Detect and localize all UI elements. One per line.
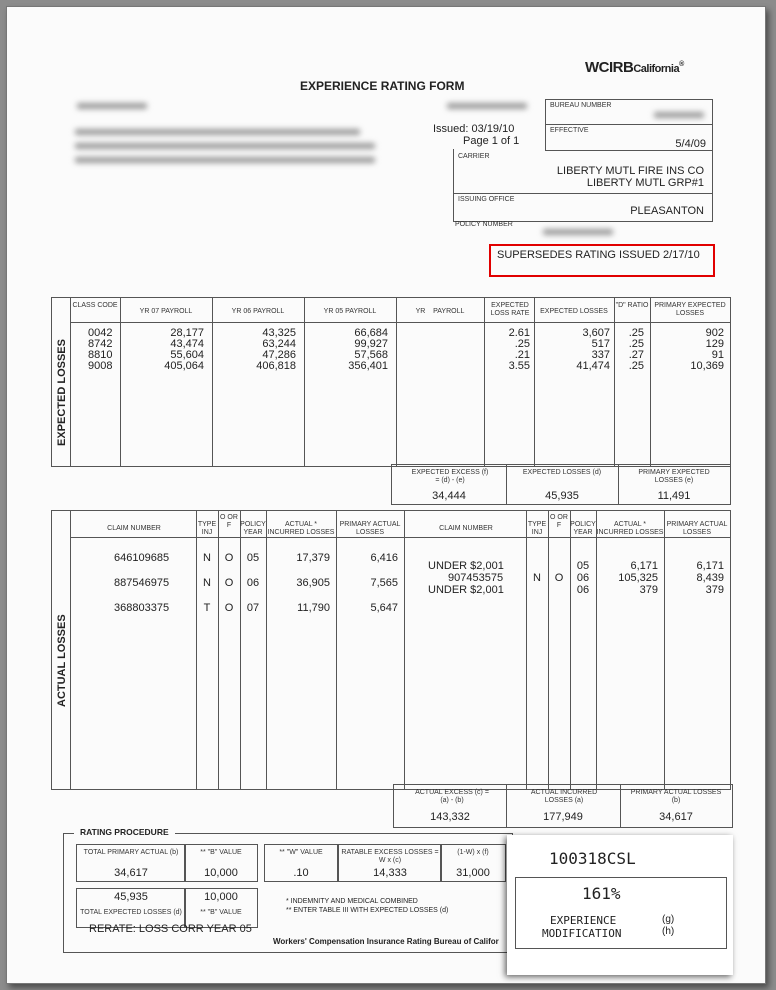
bureau-effective-box — [545, 99, 713, 151]
actual-excess-label: ACTUAL EXCESS (c) = (a) - (b) — [415, 789, 489, 804]
rerate-note: RERATE: LOSS CORR YEAR 05 — [89, 923, 252, 935]
issuing-office: PLEASANTON — [630, 205, 704, 217]
issuing-office-label: ISSUING OFFICE — [458, 196, 515, 203]
expected-totals — [391, 464, 731, 505]
supersedes-notice: SUPERSEDES RATING ISSUED 2/17/10 — [497, 249, 700, 261]
expected-losses-section-label: EXPECTED LOSSES — [56, 339, 68, 446]
yr07-payroll-header: YR 07 PAYROLL — [139, 308, 193, 315]
b-value-cell-2: 10,000 ** "B" VALUE — [184, 888, 258, 928]
total-expected-losses-cell: 45,935 TOTAL EXPECTED LOSSES (d) — [76, 888, 186, 928]
expected-losses-total-label: EXPECTED LOSSES (d) — [522, 469, 602, 476]
d-ratio-header: "D" RATIO — [615, 302, 649, 309]
one-minus-w-cell: (1-W) x (f) 31,000 — [440, 844, 506, 882]
expected-excess-value: 34,444 — [432, 490, 466, 502]
redacted-id — [447, 103, 527, 109]
b-value-cell: ** "B" VALUE 10,000 — [184, 844, 258, 882]
claim-number-header: CLAIM NUMBER — [107, 525, 161, 532]
redacted-policy-number — [543, 229, 613, 235]
note-table-iii: ** ENTER TABLE III WITH EXPECTED LOSSES (d) — [286, 907, 449, 914]
rating-procedure-section — [63, 827, 513, 953]
redacted-address-line — [75, 129, 360, 135]
primary-actual-header: PRIMARY ACTUAL LOSSES — [339, 521, 401, 536]
expected-losses-header: EXPECTED LOSSES — [540, 308, 608, 315]
class-code-header: CLASS CODE — [72, 302, 118, 309]
experience-rating-form — [6, 6, 766, 984]
effective-date: 5/4/09 — [675, 138, 706, 150]
mod-box — [515, 877, 727, 949]
or-f-header-right: O OR F — [550, 514, 568, 529]
actual-incurred-value: 177,949 — [543, 811, 583, 823]
stamp-code: 100318CSL — [549, 849, 636, 868]
redacted-bureau-number — [654, 112, 704, 118]
modification-stamp — [507, 835, 733, 975]
expected-losses-total: 45,935 — [545, 490, 579, 502]
form-title: EXPERIENCE RATING FORM — [300, 79, 465, 93]
yr06-payroll-header: YR 06 PAYROLL — [231, 308, 285, 315]
actual-losses-table: ACTUAL LOSSES CLAIM NUMBER TYPE INJ O OR F POLICY YEAR ACTUAL * INCURRED LOSSES PRIMARY ACTUAL LOSSES CLAIM NUMBER TYPE INJ O OR F POLICY YEAR ACTUAL * INCURRED LOSSES PRIMARY ACTUAL LOSSES 646109685 N O 05 17,379 6,416 887546975 N O 06 36,905 7,565 368803375 T O 07 11,790 5,647 UNDER $2,001 05 6,171 6,171 907453575 N O 06 105,325 8,439 UNDER $2,001 06 379 379 — [51, 510, 731, 790]
actual-incurred-label: ACTUAL INCURRED LOSSES (a) — [530, 789, 598, 804]
experience-label: EXPERIENCE — [550, 914, 617, 927]
bureau-number-label: BUREAU NUMBER — [550, 102, 612, 109]
primary-actual-label: PRIMARY ACTUAL LOSSES (b) — [630, 789, 722, 804]
redacted-insured-name — [77, 103, 147, 109]
issued-date: Issued: 03/19/10 — [433, 123, 515, 135]
or-f-header: O OR F — [220, 514, 238, 529]
expected-loss-rate-header: EXPECTED LOSS RATE — [490, 302, 530, 317]
note-indemnity: * INDEMNITY AND MEDICAL COMBINED — [286, 898, 418, 905]
yr05-payroll-header: YR 05 PAYROLL — [323, 308, 377, 315]
expected-excess-label: EXPECTED EXCESS (f) = (d) - (e) — [411, 469, 489, 484]
effective-label: EFFECTIVE — [550, 127, 589, 134]
h-marker: (h) — [662, 926, 675, 937]
primary-actual-value: 34,617 — [659, 811, 693, 823]
g-marker: (g) — [662, 914, 675, 925]
primary-actual-header-right: PRIMARY ACTUAL LOSSES — [666, 521, 728, 536]
primary-expected-total: 11,491 — [657, 490, 691, 502]
policy-number-label: POLICY NUMBER — [455, 221, 513, 228]
w-value-cell: ** "W" VALUE .10 — [264, 844, 338, 882]
ratable-excess-cell: RATABLE EXCESS LOSSES = W x (c) 14,333 — [338, 844, 442, 882]
policy-year-header-right: POLICY YEAR — [570, 521, 596, 536]
type-inj-header: TYPE INJ — [197, 521, 217, 536]
actual-excess-value: 143,332 — [430, 811, 470, 823]
yr-payroll-header: YR PAYROLL — [415, 308, 465, 315]
type-inj-header-right: TYPE INJ — [527, 521, 547, 536]
carrier-box — [453, 149, 713, 222]
claim-number-header-right: CLAIM NUMBER — [439, 525, 493, 532]
incurred-losses-header-right: ACTUAL * INCURRED LOSSES — [596, 521, 664, 536]
primary-expected-losses-header: PRIMARY EXPECTED LOSSES — [654, 302, 726, 317]
carrier-name: LIBERTY MUTL FIRE INS CO — [556, 165, 704, 177]
wcirb-logo: WCIRBCalifornia® — [585, 59, 684, 76]
policy-year-header: POLICY YEAR — [240, 521, 266, 536]
total-primary-actual-cell: TOTAL PRIMARY ACTUAL (b) 34,617 — [76, 844, 186, 882]
expected-losses-table: EXPECTED LOSSES CLASS CODE YR 07 PAYROLL YR 06 PAYROLL YR 05 PAYROLL YR PAYROLL EXPECTED LOSS RATE EXPECTED LOSSES "D" RATIO PRIMARY EXPECTED LOSSES 0042 28,177 43,325 66,684 2.61 3,607 .25 902 8742 43,474 63,244 99,927 .25 517 .25 129 8810 55,604 47,286 57,568 .21 337 .27 91 9008 405,064 406,818 356,401 3.55 41,474 .25 10,369 — [51, 297, 731, 467]
actual-losses-section-label: ACTUAL LOSSES — [56, 614, 68, 707]
rating-procedure-title: RATING PROCEDURE — [74, 827, 175, 837]
experience-mod-value: 161% — [582, 884, 621, 903]
redacted-address-line — [75, 157, 375, 163]
carrier-group: LIBERTY MUTL GRP#1 — [586, 177, 704, 189]
primary-expected-label: PRIMARY EXPECTED LOSSES (e) — [638, 469, 710, 484]
redacted-address-line — [75, 143, 375, 149]
actual-totals — [393, 784, 733, 828]
supersedes-highlight — [489, 244, 715, 277]
modification-label: MODIFICATION — [542, 927, 622, 940]
carrier-label: CARRIER — [458, 153, 490, 160]
bureau-footer: Workers' Compensation Insurance Rating Bureau of Califor — [273, 937, 499, 946]
page-indicator: Page 1 of 1 — [463, 135, 520, 147]
incurred-losses-header: ACTUAL * INCURRED LOSSES — [267, 521, 335, 536]
